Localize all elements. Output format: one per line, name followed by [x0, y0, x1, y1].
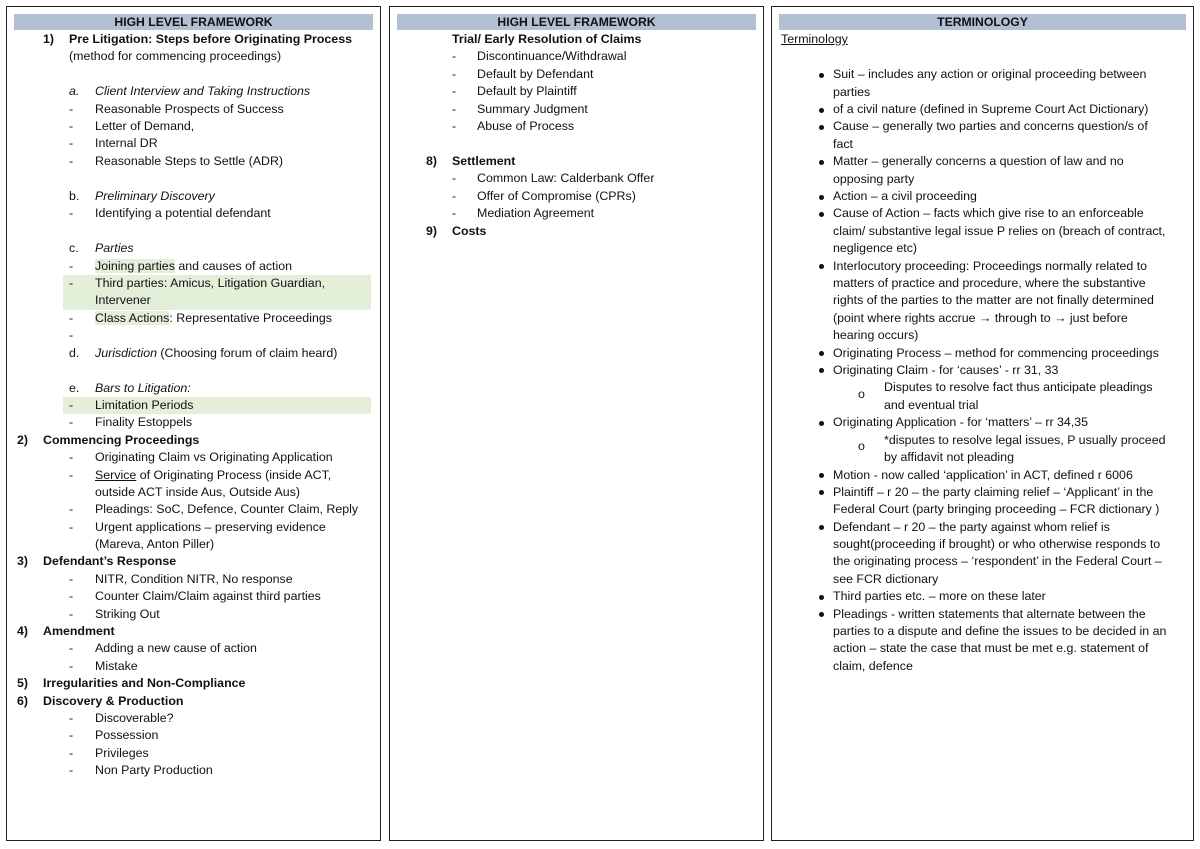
list-item: NITR, Condition NITR, No response [95, 572, 293, 586]
list-item: Mediation Agreement [477, 206, 595, 220]
section-title: Defendant’s Response [43, 554, 177, 568]
dash: - [69, 276, 74, 290]
dash: - [69, 154, 74, 168]
list-item: Third parties: Amicus, Litigation Guardian, [95, 276, 326, 290]
bullet-icon [819, 195, 824, 200]
dash: - [69, 311, 74, 325]
term-line: Cause of Action – facts which give rise to an enforceable [833, 206, 1144, 220]
section-number: 5) [17, 676, 29, 690]
dash: - [69, 607, 74, 621]
bullet-icon [819, 525, 824, 530]
dash: - [69, 119, 74, 133]
section-subtitle: (method for commencing proceedings) [69, 49, 282, 63]
subsection-title: Bars to Litigation: [95, 381, 191, 395]
terminology-subtitle: Terminology [781, 32, 848, 46]
dash: - [69, 136, 74, 150]
section-number: 4) [17, 624, 29, 638]
sub-bullet-icon: o [858, 387, 865, 401]
dash: - [452, 67, 457, 81]
highlighted-text: Class Actions [95, 311, 170, 325]
term-line: claim, defence [833, 659, 913, 673]
section-title: Settlement [452, 154, 516, 168]
list-item: Default by Defendant [477, 67, 594, 81]
dash: - [452, 102, 457, 116]
term-line: Cause – generally two parties and concerns question/s of [833, 119, 1148, 133]
subsection-title: Preliminary Discovery [95, 189, 215, 203]
term-line: Originating Application - for ‘matters’ – rr 34,35 [833, 415, 1089, 429]
term-line: Defendant – r 20 – the party against whom relief is [833, 520, 1110, 534]
bullet-icon [819, 264, 824, 269]
term-line: the originating process – ‘respondent’ in the Federal Court – [833, 554, 1162, 568]
dash: - [69, 711, 74, 725]
dash: - [69, 746, 74, 760]
subsection-title: Client Interview and Taking Instructions [95, 84, 311, 98]
list-item: Non Party Production [95, 763, 213, 777]
dash: - [69, 398, 74, 412]
section-number: 1) [43, 32, 55, 46]
panel-header: TERMINOLOGY [779, 14, 1186, 30]
list-item: Summary Judgment [477, 102, 588, 116]
dash: - [452, 189, 457, 203]
bullet-icon [819, 490, 824, 495]
terminology-panel [771, 6, 1194, 841]
dash: - [452, 119, 457, 133]
list-item: Reasonable Steps to Settle (ADR) [95, 154, 284, 168]
list-item-continuation: (Mareva, Anton Piller) [95, 537, 215, 551]
term-line: Pleadings - written statements that alternate between the [833, 607, 1146, 621]
sub-letter: b. [69, 189, 80, 203]
term-line: negligence etc) [833, 241, 918, 255]
underlined-text: Service [95, 468, 137, 482]
bullet-icon [819, 73, 824, 78]
sub-letter: d. [69, 346, 80, 360]
section-title: Trial/ Early Resolution of Claims [452, 32, 642, 46]
section-title: Commencing Proceedings [43, 433, 200, 447]
term-line: Action – a civil proceeding [833, 189, 977, 203]
list-item: Pleadings: SoC, Defence, Counter Claim, Reply [95, 502, 359, 516]
section-number: 6) [17, 694, 29, 708]
dash: - [69, 763, 74, 777]
dash: - [69, 728, 74, 742]
panel-header: HIGH LEVEL FRAMEWORK [14, 14, 373, 30]
sub-bullet-icon: o [858, 439, 865, 453]
list-item: Default by Plaintiff [477, 84, 577, 98]
dash: - [69, 502, 74, 516]
bullet-icon [819, 160, 824, 165]
subsection-title [95, 345, 337, 362]
sub-letter: a. [69, 84, 80, 98]
sub-letter: c. [69, 241, 79, 255]
dash: - [69, 520, 74, 534]
list-item: Privileges [95, 746, 149, 760]
list-item-text: : Representative Proceedings [169, 311, 332, 325]
list-item-continuation: Intervener [95, 293, 151, 307]
section-title: Amendment [43, 624, 115, 638]
list-item: Abuse of Process [477, 119, 575, 133]
bullet-icon [819, 125, 824, 130]
term-line: opposing party [833, 172, 915, 186]
section-number: 8) [426, 154, 438, 168]
panel-header: HIGH LEVEL FRAMEWORK [397, 14, 756, 30]
term-line: Matter – generally concerns a question of law and no [833, 154, 1124, 168]
term-line: and eventual trial [884, 398, 979, 412]
term-line: Third parties etc. – more on these later [833, 589, 1046, 603]
term-line: sought(proceeding if brought) or who otherwise responds to [833, 537, 1161, 551]
bullet-icon [819, 612, 824, 617]
bullet-icon [819, 473, 824, 478]
section-number: 2) [17, 433, 29, 447]
list-item: Limitation Periods [95, 398, 194, 412]
list-item-text: and causes of action [174, 259, 293, 273]
section-title: Pre Litigation: Steps before Originating Process [69, 32, 352, 46]
dash: - [69, 450, 74, 464]
term-line: Interlocutory proceeding: Proceedings normally related to [833, 259, 1148, 273]
dash: - [452, 206, 457, 220]
section-number: 3) [17, 554, 29, 568]
list-item: Internal DR [95, 136, 158, 150]
term-line: parties to a dispute and define the issues to be decided in an [833, 624, 1167, 638]
list-item: Striking Out [95, 607, 160, 621]
list-item [95, 310, 332, 327]
term-line: hearing occurs) [833, 328, 919, 342]
sub-letter: e. [69, 381, 80, 395]
list-item: Offer of Compromise (CPRs) [477, 189, 636, 203]
term-line: (point where rights accrue → through to → just before [833, 311, 1128, 325]
list-item [95, 467, 331, 484]
dash: - [69, 102, 74, 116]
term-line: see FCR dictionary [833, 572, 939, 586]
term-line: matters of practice and procedure, where the substantive [833, 276, 1146, 290]
list-item: Discoverable? [95, 711, 174, 725]
term-line: parties [833, 85, 871, 99]
dash: - [69, 415, 74, 429]
dash: - [452, 84, 457, 98]
list-item-continuation: outside ACT inside Aus, Outside Aus) [95, 485, 301, 499]
dash: - [69, 328, 74, 342]
term-line: Originating Claim - for ‘causes’ - rr 31, 33 [833, 363, 1059, 377]
dash: - [69, 259, 74, 273]
section-title: Irregularities and Non-Compliance [43, 676, 246, 690]
bullet-icon [819, 212, 824, 217]
list-item: Identifying a potential defendant [95, 206, 271, 220]
list-item: Originating Claim vs Originating Application [95, 450, 333, 464]
bullet-icon [819, 351, 824, 356]
term-line: rights of the parties to the matter are not finally determined [833, 293, 1154, 307]
dash: - [452, 49, 457, 63]
list-item: Possession [95, 728, 159, 742]
term-line: of a civil nature (defined in Supreme Court Act Dictionary) [833, 102, 1149, 116]
dash: - [69, 572, 74, 586]
subsection-title-italic: Jurisdiction [95, 346, 157, 360]
dash: - [452, 171, 457, 185]
section-title: Costs [452, 224, 487, 238]
section-title: Discovery & Production [43, 694, 184, 708]
bullet-icon [819, 108, 824, 113]
list-item: Counter Claim/Claim against third parties [95, 589, 321, 603]
bullet-icon [819, 421, 824, 426]
term-line: Disputes to resolve fact thus anticipate pleadings [884, 380, 1153, 394]
term-line: *disputes to resolve legal issues, P usually proceed [884, 433, 1166, 447]
dash: - [69, 206, 74, 220]
list-item: Letter of Demand, [95, 119, 195, 133]
subsection-title-rest: (Choosing forum of claim heard) [156, 346, 338, 360]
term-line: Motion - now called ‘application’ in ACT, defined r 6006 [833, 468, 1133, 482]
list-item [95, 258, 292, 275]
term-line: fact [833, 137, 853, 151]
framework-panel-2 [389, 6, 764, 841]
highlighted-text: Joining parties [95, 259, 175, 273]
subsection-title: Parties [95, 241, 134, 255]
term-line: Suit – includes any action or original proceeding between [833, 67, 1147, 81]
list-item: Adding a new cause of action [95, 641, 257, 655]
bullet-icon [819, 368, 824, 373]
section-number: 9) [426, 224, 438, 238]
dash: - [69, 589, 74, 603]
list-item: Discontinuance/Withdrawal [477, 49, 627, 63]
term-line: Federal Court (party bringing proceeding – FCR dictionary ) [833, 502, 1160, 516]
dash: - [69, 659, 74, 673]
bullet-icon [819, 595, 824, 600]
term-line: Originating Process – method for commencing proceedings [833, 346, 1159, 360]
list-item: Reasonable Prospects of Success [95, 102, 284, 116]
dash: - [69, 641, 74, 655]
term-line: claim/ substantive legal issue P relies on (breach of contract, [833, 224, 1166, 238]
framework-panel-1 [6, 6, 381, 841]
list-item: Common Law: Calderbank Offer [477, 171, 655, 185]
list-item-text: of Originating Process (inside ACT, [136, 468, 332, 482]
list-item: Mistake [95, 659, 138, 673]
term-line: action – state the case that must be met e.g. statement of [833, 641, 1149, 655]
term-line: by affidavit not pleading [884, 450, 1014, 464]
list-item: Urgent applications – preserving evidence [95, 520, 326, 534]
list-item: Finality Estoppels [95, 415, 193, 429]
dash: - [69, 468, 74, 482]
term-line: Plaintiff – r 20 – the party claiming relief – ‘Applicant’ in the [833, 485, 1154, 499]
